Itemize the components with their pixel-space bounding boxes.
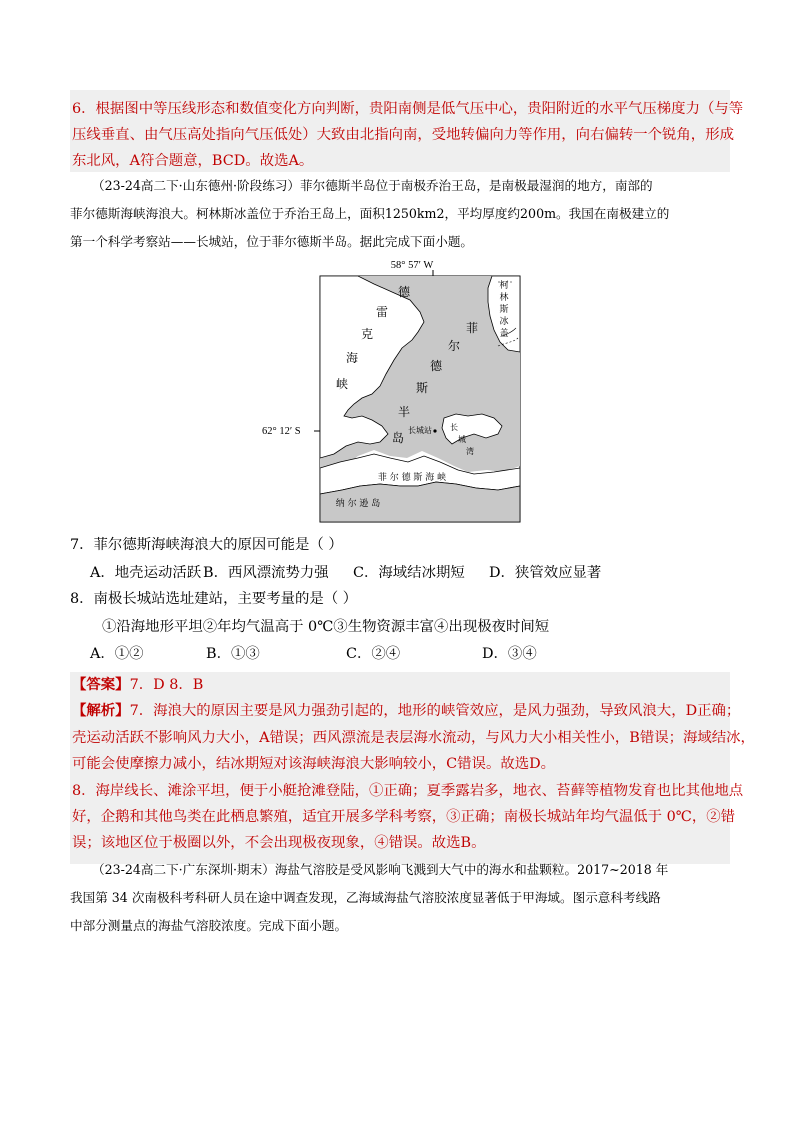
map-svg <box>262 258 532 526</box>
station-marker <box>433 429 436 432</box>
analysis-line-6: 误；该地区位于极圈以外，不会出现极夜现象，④错误。故选B。 <box>72 835 486 852</box>
label-fildes-5: 半 <box>397 405 411 419</box>
q8-option-b[interactable]: B．①③ <box>206 646 260 662</box>
analysis-line-4: 8．海岸线长、滩涂平坦，便于小艇抢滩登陆，①正确；夏季露岩多，地衣、苔藓等植物发育也比其他地点 <box>72 782 744 799</box>
intro1-line-3: 第一个科学考察站——长城站，位于菲尔德斯半岛。据此完成下面小题。 <box>70 234 473 249</box>
label-bay-1: 长 <box>450 423 458 432</box>
fildes-peninsula-map <box>262 258 532 526</box>
analysis-text-1: 7．海浪大的原因主要是风力强劲引起的，地形的峡管效应，是风力强劲，导致风浪大，D正确； <box>129 703 741 720</box>
analysis-line-1 <box>72 698 741 724</box>
label-bay-3: 湾 <box>466 447 474 456</box>
q7-option-b[interactable]: B．西风漂流势力强 <box>203 565 329 581</box>
label-bay-2: 城 <box>458 435 466 444</box>
intro2-line-3: 中部分测量点的海盐气溶胶浓度。完成下面小题。 <box>70 918 348 933</box>
label-drake-3: 克 <box>360 327 374 341</box>
q8-option-c[interactable]: C．②④ <box>346 646 401 662</box>
label-fildes-1: 菲 <box>465 321 479 335</box>
label-drake-1: 德 <box>397 285 411 299</box>
question-8-stem: 8．南极长城站选址建站，主要考量的是（ ） <box>70 591 358 607</box>
analysis-tag: 【解析】 <box>72 702 130 720</box>
answer-line <box>72 672 730 698</box>
label-drake-4: 海 <box>345 351 359 365</box>
intro2-line-1: （23-24高二下·广东深圳·期末）海盐气溶胶是受风影响飞溅到大气中的海水和盐颗粒。2017~2018 年 <box>92 862 669 877</box>
answer-text: 7．D 8．B <box>129 677 204 693</box>
q6-line-3: 东北风，A符合题意，BCD。故选A。 <box>72 153 314 169</box>
intro1-line-1: （23-24高二下·山东德州·阶段练习）菲尔德斯半岛位于南极乔治王岛，是南极最湿润的地方，南部的 <box>92 178 653 193</box>
analysis-line-2: 壳运动活跃不影响风力大小，A错误；西风漂流是表层海水流动，与风力大小相关性小，B错误；海域结冰， <box>72 729 755 746</box>
q6-explanation <box>70 90 744 172</box>
answer-analysis-block <box>70 672 755 864</box>
q6-line-1: 6．根据图中等压线形态和数值变化方向判断，贵阳南侧是低气压中心，贵阳附近的水平气压梯度力（与等 <box>72 101 744 117</box>
q6-line-2: 压线垂直、由气压高处指向气压低处）大致由北指向南，受地转偏向力等作用，向右偏转一个锐角，形成 <box>72 127 734 143</box>
label-nelson-island: 纳 尔 逊 岛 <box>335 499 381 509</box>
q8-option-d[interactable]: D．③④ <box>482 646 537 662</box>
question-8-options <box>90 641 537 667</box>
question-8-conditions: ①沿海地形平坦②年均气温高于 0℃③生物资源丰富④出现极夜时间短 <box>102 619 550 635</box>
label-fildes-strait: 菲 尔 德 斯 海 峡 <box>377 473 447 483</box>
label-great-wall-station: 长城站 <box>408 426 432 435</box>
label-collins-4: 冰 <box>499 317 509 327</box>
q7-option-a[interactable]: A．地壳运动活跃 <box>90 565 202 581</box>
answer-tag: 【答案】 <box>72 676 130 693</box>
label-drake-5: 峡 <box>335 377 349 391</box>
q7-option-c[interactable]: C．海域结冰期短 <box>353 565 465 581</box>
label-fildes-2: 尔 <box>447 339 461 353</box>
longitude-label: 58° 57′ W <box>390 260 434 271</box>
analysis-line-5: 好，企鹅和其他鸟类在此栖息繁殖，适宜开展多学科考察，③正确；南极长城站年均气温低于 0℃，②错 <box>72 809 736 826</box>
label-collins-2: 林 <box>499 293 509 303</box>
question-7-options <box>90 560 601 586</box>
intro2-line-2: 我国第 34 次南极科考科研人员在途中调查发现，乙海域海盐气溶胶浓度显著低于甲海域。图示意科考线路 <box>70 890 661 905</box>
intro1-line-2: 菲尔德斯海峡海浪大。柯林斯冰盖位于乔治王岛上，面积1250km2，平均厚度约200m。我国在南极建立的 <box>70 206 670 221</box>
label-fildes-6: 岛 <box>391 431 405 445</box>
latitude-label: 62° 12′ S <box>262 426 301 437</box>
label-collins-3: 斯 <box>499 305 509 315</box>
intro-paragraph-1 <box>70 172 726 256</box>
label-fildes-4: 斯 <box>415 381 429 395</box>
q7-option-d[interactable]: D．狭管效应显著 <box>489 565 602 581</box>
label-collins-1: 柯 <box>499 281 509 291</box>
analysis-line-3: 可能会使摩擦力减小，结冰期短对该海峡海浪大影响较小，C错误。故选D。 <box>72 756 556 773</box>
label-fildes-3: 德 <box>429 359 443 373</box>
intro-paragraph-2 <box>70 856 726 940</box>
label-collins-5: 盖 <box>499 329 509 339</box>
question-7-stem: 7．菲尔德斯海峡海浪大的原因可能是（ ） <box>70 537 343 553</box>
q8-option-a[interactable]: A．①② <box>90 646 144 662</box>
label-drake-2: 雷 <box>375 305 389 319</box>
